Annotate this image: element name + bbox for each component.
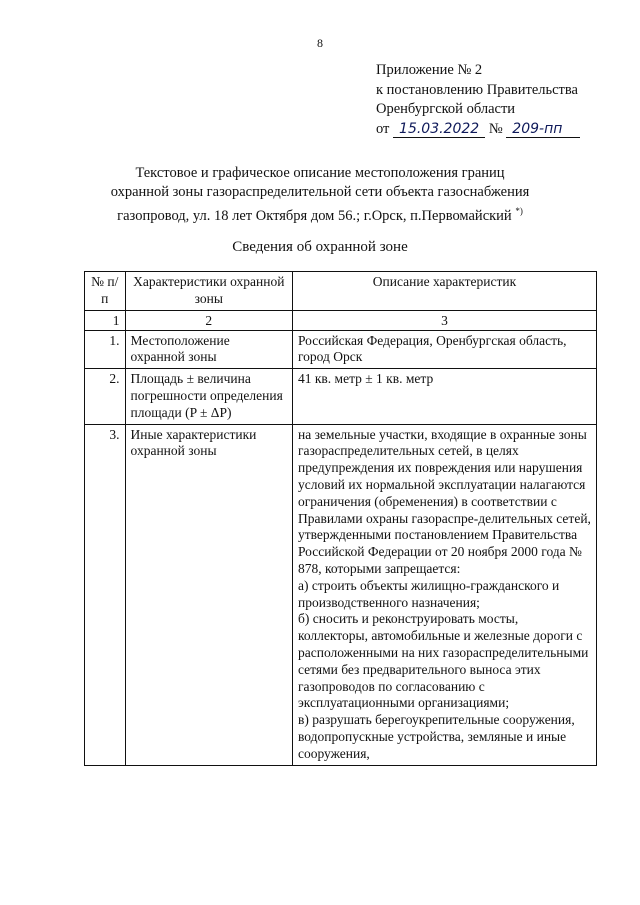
appendix-line-2: к постановлению Правительства [376, 81, 578, 98]
document-title [0, 164, 640, 226]
footnote-mark: *) [515, 206, 523, 216]
header-num: № п/п [85, 272, 126, 311]
header-characteristic: Характеристики охранной зоны [125, 272, 292, 311]
section-subtitle: Сведения об охранной зоне [232, 239, 408, 255]
column-number-1: 1 [85, 310, 126, 330]
table-header-row [85, 272, 597, 311]
handwritten-date: 15.03.2022 [393, 121, 485, 138]
description-item-c: в) разрушать берегоукрепительные сооружения, водопропускные устройства, земляные и иные сооружения, [297, 712, 575, 761]
number-prefix: № [488, 120, 503, 137]
row-num: 1. [85, 330, 126, 369]
description-paragraph: на земельные участки, входящие в охранные зоны газораспределительных сетей, в целях предупреждения их повреждения или нарушения условий их нормальной эксплуатации налагаются ограничения (обременения) в соответствии с Правилами охраны газораспре-делительных сетей, утвержденными постановлением Правительства Российской Федерации от 20 ноября 2000 года № 878, которыми запрещается: [297, 426, 591, 576]
row-description: Российская Федерация, Оренбургская область, город Орск [292, 330, 596, 369]
handwritten-number: 209-пп [506, 121, 580, 138]
column-number-3: 3 [292, 310, 596, 330]
header-description: Описание характеристик [292, 272, 596, 311]
row-num: 3. [85, 424, 126, 765]
description-item-b: б) сносить и реконструировать мосты, коллекторы, автомобильные и железные дороги с расположенными на них газораспределительными сетями без предварительного выноса этих газопроводов по согласованию с эксплуатационными организациями; [297, 611, 589, 711]
title-line-1: Текстовое и графическое описание местоположения границ [135, 165, 505, 181]
row-description [292, 424, 596, 765]
title-line-3-text: газопровод, ул. 18 лет Октября дом 56.; г.Орск, п.Первомайский [117, 207, 512, 224]
title-line-2: охранной зоны газораспределительной сети объекта газоснабжения [110, 184, 530, 200]
table-row [85, 369, 597, 424]
row-characteristic: Площадь ± величина погрешности определения площади (P ± ΔP) [125, 369, 292, 424]
date-prefix: от [376, 120, 390, 137]
appendix-date-line [376, 120, 580, 140]
appendix-line-1: Приложение № 2 [376, 62, 483, 78]
row-characteristic: Местоположение охранной зоны [125, 330, 292, 369]
row-characteristic: Иные характеристики охранной зоны [125, 424, 292, 765]
page-number: 8 [317, 36, 323, 50]
appendix-block [376, 61, 580, 139]
title-line-3 [0, 202, 640, 226]
description-item-a: а) строить объекты жилищно-гражданского и производственного назначения; [297, 577, 560, 610]
appendix-line-3: Оренбургской области [376, 101, 516, 117]
zone-info-table [84, 271, 597, 766]
row-description: 41 кв. метр ± 1 кв. метр [292, 369, 596, 424]
table-row [85, 424, 597, 765]
column-number-row [85, 310, 597, 330]
column-number-2: 2 [125, 310, 292, 330]
row-num: 2. [85, 369, 126, 424]
table-row [85, 330, 597, 369]
